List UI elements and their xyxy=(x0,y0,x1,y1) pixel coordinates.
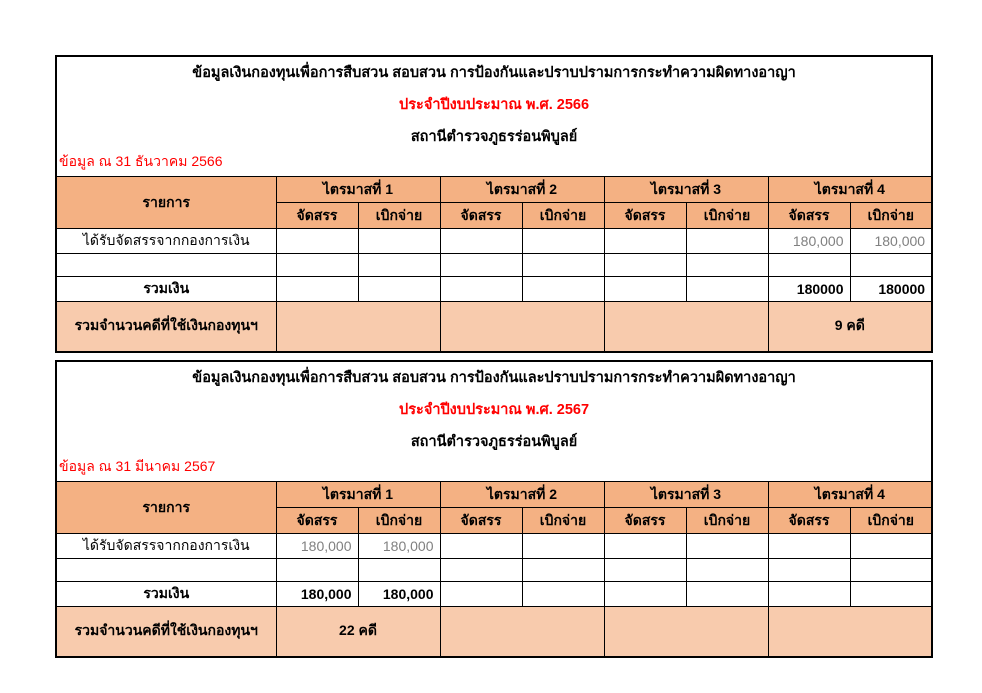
subheader-q3-disbursed: เบิกจ่าย xyxy=(686,508,768,534)
subheader-q3-disbursed: เบิกจ่าย xyxy=(686,203,768,229)
quarter-header-q1: ไตรมาสที่ 1 xyxy=(276,177,440,203)
subheader-q1-allocated: จัดสรร xyxy=(276,508,358,534)
footer-value-q3 xyxy=(604,302,768,352)
subheader-q2-allocated: จัดสรร xyxy=(440,203,522,229)
footer-value-q1: 22 คดี xyxy=(276,607,440,657)
column-header-items: รายการ xyxy=(56,482,276,534)
quarter-header-q2: ไตรมาสที่ 2 xyxy=(440,482,604,508)
value-cell xyxy=(358,277,440,302)
value-cell xyxy=(604,534,686,559)
subheader-q4-disbursed: เบิกจ่าย xyxy=(850,203,932,229)
row-label: ได้รับจัดสรรจากกองการเงิน xyxy=(56,534,276,559)
value-cell xyxy=(686,277,768,302)
footer-value-q4: 9 คดี xyxy=(768,302,932,352)
value-cell xyxy=(522,559,604,582)
subheader-q1-disbursed: เบิกจ่าย xyxy=(358,203,440,229)
value-cell xyxy=(850,582,932,607)
document-title: ข้อมูลเงินกองทุนเพื่อการสืบสวน สอบสวน การป้องกันและปราบปรามการกระทำความผิดทางอาญา xyxy=(192,370,796,386)
table-row-case-count xyxy=(56,607,932,657)
footer-value-q2 xyxy=(440,302,604,352)
subheader-q1-allocated: จัดสรร xyxy=(276,203,358,229)
table-row xyxy=(56,229,932,254)
row-label: ได้รับจัดสรรจากกองการเงิน xyxy=(56,229,276,254)
table-row xyxy=(56,559,932,582)
station-name: สถานีตำรวจภูธรร่อนพิบูลย์ xyxy=(410,129,578,145)
subheader-q3-allocated: จัดสรร xyxy=(604,203,686,229)
table-row xyxy=(56,254,932,277)
value-cell xyxy=(276,277,358,302)
value-cell xyxy=(686,534,768,559)
row-label-total: รวมเงิน xyxy=(56,277,276,302)
subheader-q4-allocated: จัดสรร xyxy=(768,203,850,229)
value-cell xyxy=(850,254,932,277)
value-cell xyxy=(358,559,440,582)
value-cell xyxy=(768,582,850,607)
footer-label: รวมจำนวนคดีที่ใช้เงินกองทุนฯ xyxy=(56,302,276,352)
fund-table-2566 xyxy=(55,55,933,353)
as-of-date: ข้อมูล ณ 31 ธันวาคม 2566 xyxy=(59,153,223,169)
quarter-header-q4: ไตรมาสที่ 4 xyxy=(768,177,932,203)
value-cell xyxy=(276,254,358,277)
table-row xyxy=(56,534,932,559)
value-cell xyxy=(686,254,768,277)
document-title: ข้อมูลเงินกองทุนเพื่อการสืบสวน สอบสวน การป้องกันและปราบปรามการกระทำความผิดทางอาญา xyxy=(192,65,796,81)
value-cell xyxy=(686,559,768,582)
value-cell xyxy=(604,254,686,277)
value-cell xyxy=(440,229,522,254)
value-cell xyxy=(276,229,358,254)
value-cell xyxy=(440,582,522,607)
value-cell xyxy=(276,559,358,582)
subheader-q2-allocated: จัดสรร xyxy=(440,508,522,534)
value-cell xyxy=(358,229,440,254)
subheader-q3-allocated: จัดสรร xyxy=(604,508,686,534)
value-cell xyxy=(358,254,440,277)
value-cell: 180,000 xyxy=(276,582,358,607)
row-label xyxy=(56,559,276,582)
quarter-header-q4: ไตรมาสที่ 4 xyxy=(768,482,932,508)
value-cell xyxy=(440,559,522,582)
value-cell: 180,000 xyxy=(850,229,932,254)
value-cell xyxy=(522,277,604,302)
value-cell: 180,000 xyxy=(768,229,850,254)
subheader-q2-disbursed: เบิกจ่าย xyxy=(522,203,604,229)
footer-value-q2 xyxy=(440,607,604,657)
fiscal-year-line: ประจำปีงบประมาณ พ.ศ. 2567 xyxy=(399,402,590,418)
value-cell: 180,000 xyxy=(358,534,440,559)
value-cell xyxy=(768,559,850,582)
table-row-total xyxy=(56,277,932,302)
value-cell: 180,000 xyxy=(276,534,358,559)
footer-label: รวมจำนวนคดีที่ใช้เงินกองทุนฯ xyxy=(56,607,276,657)
value-cell xyxy=(522,582,604,607)
value-cell xyxy=(522,254,604,277)
value-cell: 180,000 xyxy=(358,582,440,607)
value-cell xyxy=(604,559,686,582)
quarter-header-q2: ไตรมาสที่ 2 xyxy=(440,177,604,203)
fund-table-2567 xyxy=(55,360,933,658)
subheader-q1-disbursed: เบิกจ่าย xyxy=(358,508,440,534)
value-cell xyxy=(440,254,522,277)
value-cell xyxy=(850,559,932,582)
value-cell xyxy=(604,277,686,302)
subheader-q2-disbursed: เบิกจ่าย xyxy=(522,508,604,534)
table-row-case-count xyxy=(56,302,932,352)
value-cell: 180000 xyxy=(768,277,850,302)
fiscal-year-line: ประจำปีงบประมาณ พ.ศ. 2566 xyxy=(399,97,590,113)
table-row-total xyxy=(56,582,932,607)
value-cell xyxy=(850,534,932,559)
subheader-q4-disbursed: เบิกจ่าย xyxy=(850,508,932,534)
footer-value-q4 xyxy=(768,607,932,657)
title-block xyxy=(56,361,932,453)
value-cell xyxy=(686,582,768,607)
value-cell xyxy=(522,229,604,254)
quarter-header-q3: ไตรมาสที่ 3 xyxy=(604,482,768,508)
quarter-header-q1: ไตรมาสที่ 1 xyxy=(276,482,440,508)
footer-value-q1 xyxy=(276,302,440,352)
value-cell xyxy=(440,277,522,302)
column-header-items: รายการ xyxy=(56,177,276,229)
quarter-header-q3: ไตรมาสที่ 3 xyxy=(604,177,768,203)
row-label xyxy=(56,254,276,277)
subheader-q4-allocated: จัดสรร xyxy=(768,508,850,534)
value-cell xyxy=(768,254,850,277)
value-cell xyxy=(686,229,768,254)
value-cell xyxy=(604,582,686,607)
value-cell xyxy=(522,534,604,559)
footer-value-q3 xyxy=(604,607,768,657)
value-cell: 180000 xyxy=(850,277,932,302)
title-block xyxy=(56,56,932,148)
value-cell xyxy=(768,534,850,559)
value-cell xyxy=(604,229,686,254)
station-name: สถานีตำรวจภูธรร่อนพิบูลย์ xyxy=(410,434,578,450)
as-of-date: ข้อมูล ณ 31 มีนาคม 2567 xyxy=(59,458,216,474)
row-label-total: รวมเงิน xyxy=(56,582,276,607)
value-cell xyxy=(440,534,522,559)
